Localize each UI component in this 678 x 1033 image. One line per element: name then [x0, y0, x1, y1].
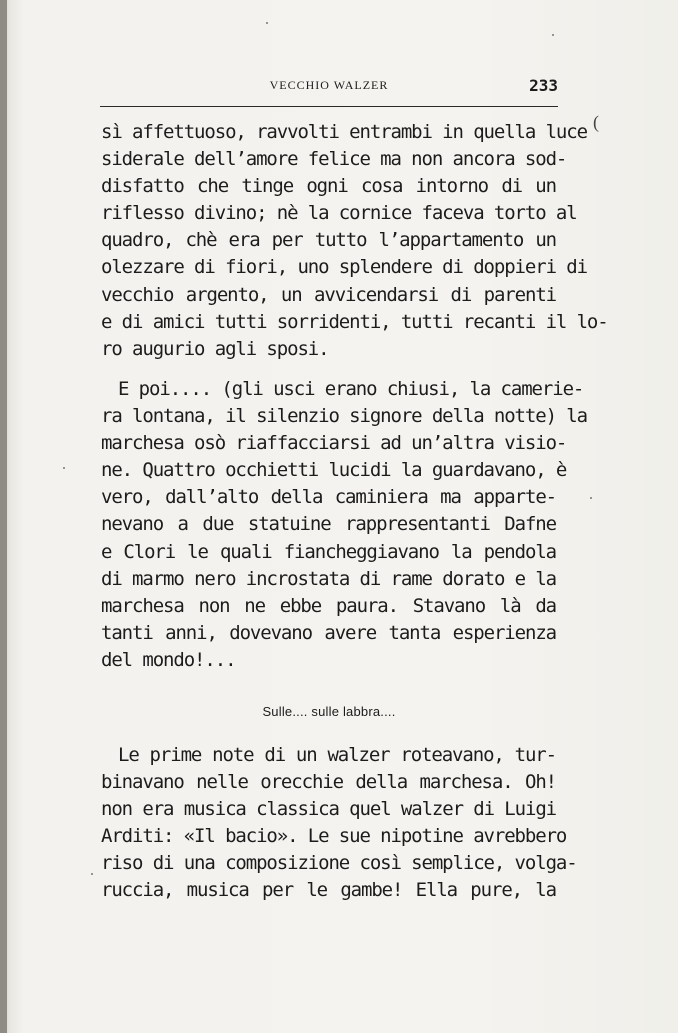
text-line: binavano nelle orecchie della marchesa. Oh! [101, 771, 556, 794]
section-heading: Sulle.... sulle labbra.... [262, 704, 396, 719]
text-line: nevano a due statuine rappresentanti Dafne [101, 513, 556, 536]
text-line: marchesa osò riaffacciarsi ad un’altra visio- [101, 432, 567, 455]
text-line: di marmo nero incrostata di rame dorato e la [101, 567, 556, 590]
text-line: ro augurio agli sposi. [101, 337, 329, 360]
text-line: olezzare di fiori, uno splendere di doppieri di [101, 256, 587, 279]
page-number: 233 [529, 76, 558, 95]
paragraph-1 [101, 119, 608, 363]
text-line: ruccia, musica per le gambe! Ella pure, la [101, 879, 556, 902]
text-line: Arditi: «Il bacio». Le sue nipotine avrebbero [101, 825, 567, 848]
text-line: sì affettuoso, ravvolti entrambi in quella luce [101, 121, 587, 143]
text-line: non era musica classica quel walzer di Luigi [101, 798, 556, 821]
text-line: ra lontana, il silenzio signore della notte) la [101, 405, 587, 428]
margin-mark: ( [593, 112, 599, 132]
paper-speck [63, 467, 65, 469]
text-line: vero, dall’alto della caminiera ma apparte- [101, 486, 556, 509]
paper-speck [91, 873, 93, 875]
text-line: riflesso divino; nè la cornice faceva torto al [101, 202, 577, 225]
running-title: VECCHIO WALZER [269, 78, 389, 92]
text-line: disfatto che tinge ogni cosa intorno di un [101, 175, 556, 198]
text-line: ne. Quattro occhietti lucidi la guardavano, è [101, 459, 567, 482]
paragraph-2 [101, 376, 587, 674]
text-line: E poi.... (gli usci erano chiusi, la camerie- [118, 378, 584, 400]
text-line: siderale dell’amore felice ma non ancora sod- [101, 148, 567, 171]
text-line: tanti anni, dovevano avere tanta esperienza [101, 621, 556, 644]
page-header [100, 76, 558, 100]
paper-speck [552, 34, 554, 36]
text-line: quadro, chè era per tutto l’appartamento un [101, 229, 556, 252]
text-line: e di amici tutti sorridenti, tutti recanti il lo- [101, 310, 608, 333]
text-line: del mondo!... [101, 648, 236, 671]
text-line: e Clori le quali fiancheggiavano la pendola [101, 540, 556, 563]
text-line: vecchio argento, un avvicendarsi di parenti [101, 283, 556, 306]
header-rule [100, 106, 558, 107]
paper-speck [266, 22, 268, 24]
text-line: marchesa non ne ebbe paura. Stavano là da [101, 594, 556, 617]
page-binding-edge [0, 0, 7, 1033]
paragraph-3 [101, 742, 577, 905]
paper-speck [590, 497, 592, 499]
text-line: Le prime note di un walzer roteavano, tur- [118, 744, 556, 766]
text-line: riso di una composizione così semplice, volga- [101, 852, 577, 875]
